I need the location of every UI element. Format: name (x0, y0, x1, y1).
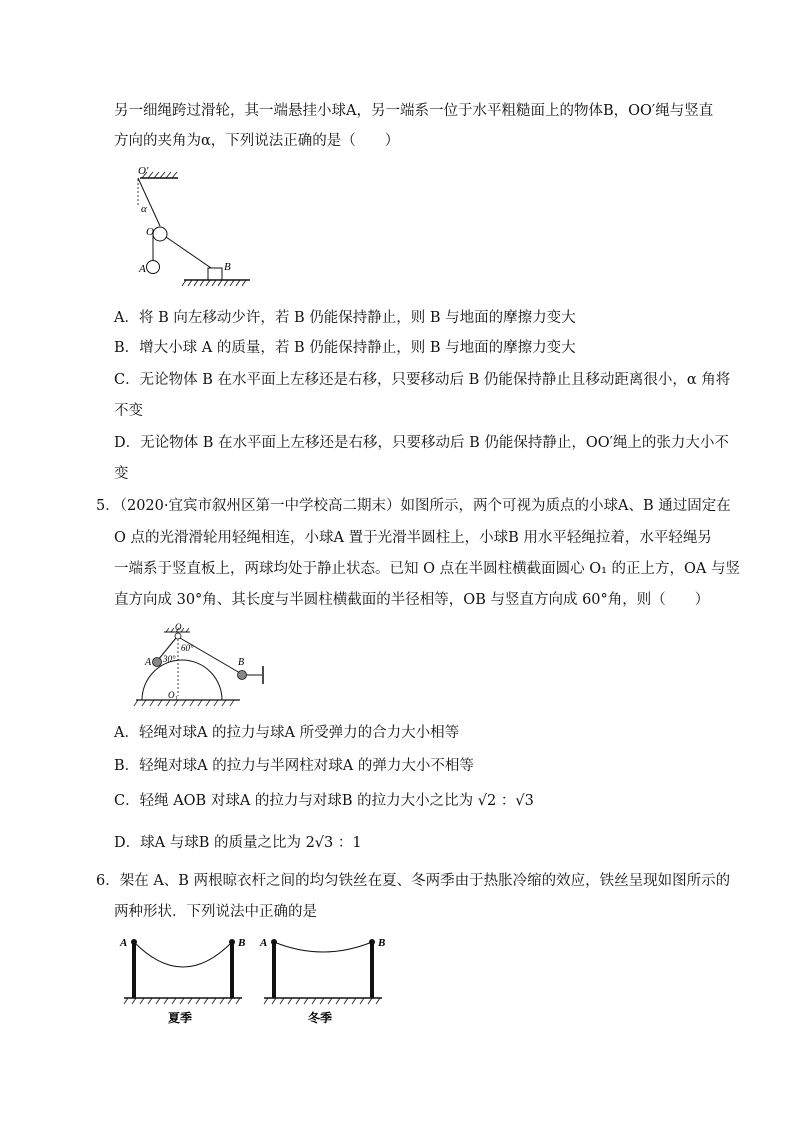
label-o: O (175, 622, 182, 632)
summer-label: 夏季 (168, 1011, 193, 1025)
label-o-prime: O′ (138, 165, 149, 177)
q5-stem-line-3: 一端系于竖直板上，两球均处于静止状态。已知 O 点在半圆柱横截面圆心 O₁ 的正上方，OA 与竖 (114, 561, 740, 577)
label-b: B (224, 261, 231, 273)
q6-stem-line-1: 6．架在 A、B 两根晾衣杆之间的均匀铁丝在夏、冬两季由于热胀冷缩的效应，铁丝呈现如图所示的 (96, 873, 731, 889)
label-b: B (238, 937, 246, 949)
q4-option-b: B．增大小球 A 的质量，若 B 仍能保持静止，则 B 与地面的摩擦力变大 (114, 340, 576, 356)
q5-stem-line-2: O 点的光滑滑轮用轻绳相连，小球A 置于光滑半圆柱上，小球B 用水平轻绳拉着，水平轻绳另 (114, 530, 712, 546)
label-a: A (145, 657, 152, 668)
q6-stem-line-2: 两种形状．下列说法中正确的是 (114, 904, 317, 920)
q4-stem-line-1: 另一细绳跨过滑轮，其一端悬挂小球A，另一端系一位于水平粗糙面上的物体B，OO′绳与竖直 (114, 103, 714, 119)
label-o: O (146, 226, 154, 238)
label-o1: O₁ (168, 690, 178, 700)
label-a: A (139, 263, 146, 275)
label-a: A (260, 937, 268, 949)
q5-option-a: A．轻绳对球A 的拉力与球A 所受弹力的合力大小相等 (114, 725, 460, 741)
q5-option-b: B．轻绳对球A 的拉力与半网柱对球A 的弹力大小不相等 (114, 758, 474, 774)
q6-winter-figure (258, 932, 388, 1027)
q4-option-a: A．将 B 向左移动少许，若 B 仍能保持静止，则 B 与地面的摩擦力变大 (114, 310, 576, 326)
winter-label: 冬季 (308, 1011, 333, 1025)
label-alpha: α (141, 203, 147, 215)
label-b: B (378, 937, 386, 949)
label-b: B (238, 657, 245, 668)
q4-stem-line-2: 方向的夹角为α，下列说法正确的是（ ） (114, 133, 400, 149)
q4-pulley-figure (130, 164, 260, 289)
label-60: 60° (181, 643, 194, 653)
label-30: 30° (163, 654, 176, 664)
q4-option-c-line-1: C．无论物体 B 在水平面上左移还是右移，只要移动后 B 仍能保持静止且移动距离很小，α 角将 (114, 372, 731, 388)
label-a: A (120, 937, 128, 949)
q6-summer-figure (118, 932, 248, 1027)
q4-option-d-line-1: D．无论物体 B 在水平面上左移还是右移，只要移动后 B 仍能保持静止，OO′绳上的张力大小不 (114, 435, 729, 451)
q5-stem-line-4: 直方向成 30°角、其长度与半圆柱横截面的半径相等，OB 与竖直方向成 60°角，则（ ） (114, 592, 710, 608)
q5-semicylinder-figure (132, 620, 282, 710)
q5-option-d: D．球A 与球B 的质量之比为 2√3 ：1 (114, 835, 362, 851)
q5-stem-line-1: 5．（2020·宜宾市叙州区第一中学校高二期末）如图所示，两个可视为质点的小球A、B 通过固定在 (96, 498, 731, 514)
q5-option-c: C．轻绳 AOB 对球A 的拉力与对球B 的拉力大小之比为 √2 ：√3 (114, 793, 534, 809)
q4-option-d-line-2: 变 (114, 466, 129, 482)
q4-option-c-line-2: 不变 (114, 403, 143, 419)
